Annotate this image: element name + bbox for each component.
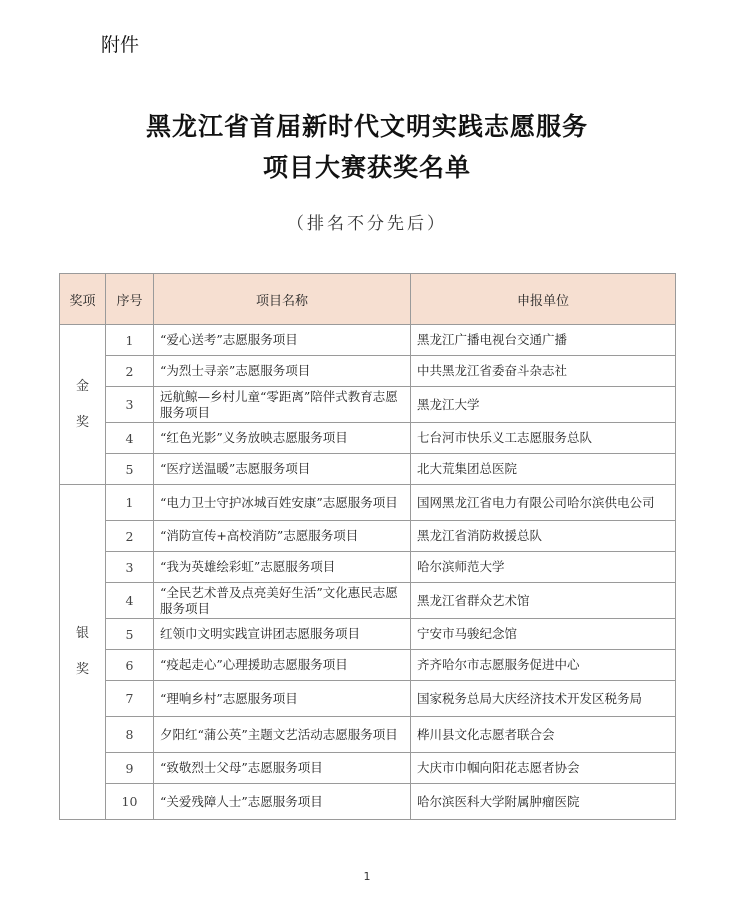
row-number: 10 [106, 784, 154, 820]
award-level-cell [60, 485, 106, 820]
project-name: “为烈士寻亲”志愿服务项目 [154, 356, 411, 387]
table-row [60, 717, 676, 753]
header-applicant-unit: 申报单位 [411, 274, 676, 325]
applicant-unit: 七台河市快乐义工志愿服务总队 [411, 423, 676, 454]
table-row [60, 356, 676, 387]
header-number: 序号 [106, 274, 154, 325]
table-row [60, 681, 676, 717]
project-name: “理响乡村”志愿服务项目 [154, 681, 411, 717]
project-name: “疫起走心”心理援助志愿服务项目 [154, 650, 411, 681]
project-name: “电力卫士守护冰城百姓安康”志愿服务项目 [154, 485, 411, 521]
award-level-char: 奖 [75, 662, 89, 677]
applicant-unit: 黑龙江省消防救援总队 [411, 521, 676, 552]
attachment-label: 附件 [101, 34, 140, 56]
row-number: 2 [106, 356, 154, 387]
table-row [60, 552, 676, 583]
table-row [60, 387, 676, 423]
table-row [60, 454, 676, 485]
award-level-char: 金 [75, 378, 89, 394]
applicant-unit: 宁安市马骏纪念馆 [411, 619, 676, 650]
project-name: “我为英雄绘彩虹”志愿服务项目 [154, 552, 411, 583]
applicant-unit: 国家税务总局大庆经济技术开发区税务局 [411, 681, 676, 717]
award-level-char: 银 [75, 626, 89, 641]
applicant-unit: 中共黑龙江省委奋斗杂志社 [411, 356, 676, 387]
table-row [60, 619, 676, 650]
project-name: 夕阳红“蒲公英”主题文艺活动志愿服务项目 [154, 717, 411, 753]
project-name: “医疗送温暖”志愿服务项目 [154, 454, 411, 485]
row-number: 5 [106, 454, 154, 485]
row-number: 8 [106, 717, 154, 753]
row-number: 9 [106, 753, 154, 784]
row-number: 4 [106, 583, 154, 619]
table-row [60, 753, 676, 784]
header-project-name: 项目名称 [154, 274, 411, 325]
applicant-unit: 哈尔滨师范大学 [411, 552, 676, 583]
project-name: “全民艺术普及点亮美好生活”文化惠民志愿服务项目 [154, 583, 411, 619]
project-name: “致敬烈士父母”志愿服务项目 [154, 753, 411, 784]
row-number: 7 [106, 681, 154, 717]
project-name: “关爱残障人士”志愿服务项目 [154, 784, 411, 820]
project-name: 远航鲸—乡村儿童“零距离”陪伴式教育志愿服务项目 [154, 387, 411, 423]
table-header-row [60, 274, 676, 325]
applicant-unit: 黑龙江大学 [411, 387, 676, 423]
table-row [60, 521, 676, 552]
document-title-line1: 黑龙江省首届新时代文明实践志愿服务 [145, 112, 588, 141]
awards-table [59, 273, 676, 820]
table-row [60, 423, 676, 454]
award-level-char: 奖 [75, 414, 89, 430]
row-number: 1 [106, 485, 154, 521]
row-number: 5 [106, 619, 154, 650]
header-award: 奖项 [60, 274, 106, 325]
table-row [60, 485, 676, 521]
project-name: “消防宣传+高校消防”志愿服务项目 [154, 521, 411, 552]
applicant-unit: 黑龙江广播电视台交通广播 [411, 325, 676, 356]
applicant-unit: 桦川县文化志愿者联合会 [411, 717, 676, 753]
applicant-unit: 国网黑龙江省电力有限公司哈尔滨供电公司 [411, 485, 676, 521]
project-name: 红领巾文明实践宣讲团志愿服务项目 [154, 619, 411, 650]
project-name: “红色光影”义务放映志愿服务项目 [154, 423, 411, 454]
row-number: 4 [106, 423, 154, 454]
awards-table-body [60, 325, 676, 820]
row-number: 2 [106, 521, 154, 552]
table-row [60, 325, 676, 356]
document-title-line2: 项目大赛获奖名单 [262, 153, 471, 182]
table-row [60, 784, 676, 820]
row-number: 3 [106, 387, 154, 423]
applicant-unit: 大庆市巾帼向阳花志愿者协会 [411, 753, 676, 784]
table-row [60, 650, 676, 681]
applicant-unit: 黑龙江省群众艺术馆 [411, 583, 676, 619]
applicant-unit: 哈尔滨医科大学附属肿瘤医院 [411, 784, 676, 820]
row-number: 1 [106, 325, 154, 356]
document-subtitle: （排名不分先后） [287, 214, 447, 234]
project-name: “爱心送考”志愿服务项目 [154, 325, 411, 356]
applicant-unit: 北大荒集团总医院 [411, 454, 676, 485]
row-number: 6 [106, 650, 154, 681]
row-number: 3 [106, 552, 154, 583]
applicant-unit: 齐齐哈尔市志愿服务促进中心 [411, 650, 676, 681]
table-row [60, 583, 676, 619]
page-number: 1 [363, 870, 371, 883]
award-level-cell [60, 325, 106, 485]
